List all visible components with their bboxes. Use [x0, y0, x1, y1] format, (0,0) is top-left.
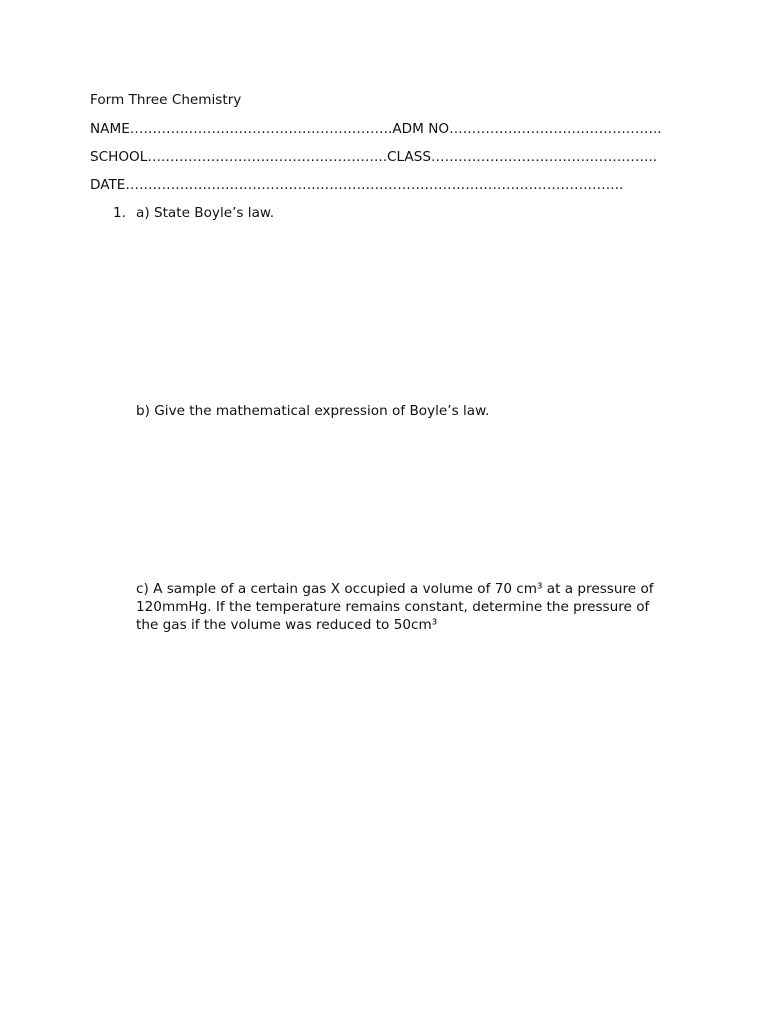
question-part-a: a) State Boyle’s law. — [136, 205, 275, 221]
question-part-b: b) Give the mathematical expression of Boyle’s law. — [136, 403, 490, 419]
question-number: 1. — [113, 205, 126, 221]
question-part-c-line: the gas if the volume was reduced to 50cm³ — [136, 616, 438, 633]
date-field-line: DATE……………………………………………………………………………………………….. — [90, 177, 624, 193]
question-part-c-line: 120mmHg. If the temperature remains constant, determine the pressure of — [136, 598, 650, 615]
school-class-field-line: SCHOOL……………………………………………..CLASS………………………………………….. — [90, 149, 658, 165]
question-part-c-line: c) A sample of a certain gas X occupied a volume of 70 cm³ at a pressure of — [136, 581, 654, 597]
document-title: Form Three Chemistry — [90, 92, 242, 108]
name-adm-field-line: NAME………………………………………………….ADM NO……………………………………….. — [90, 121, 662, 137]
question-part-c — [136, 581, 676, 634]
